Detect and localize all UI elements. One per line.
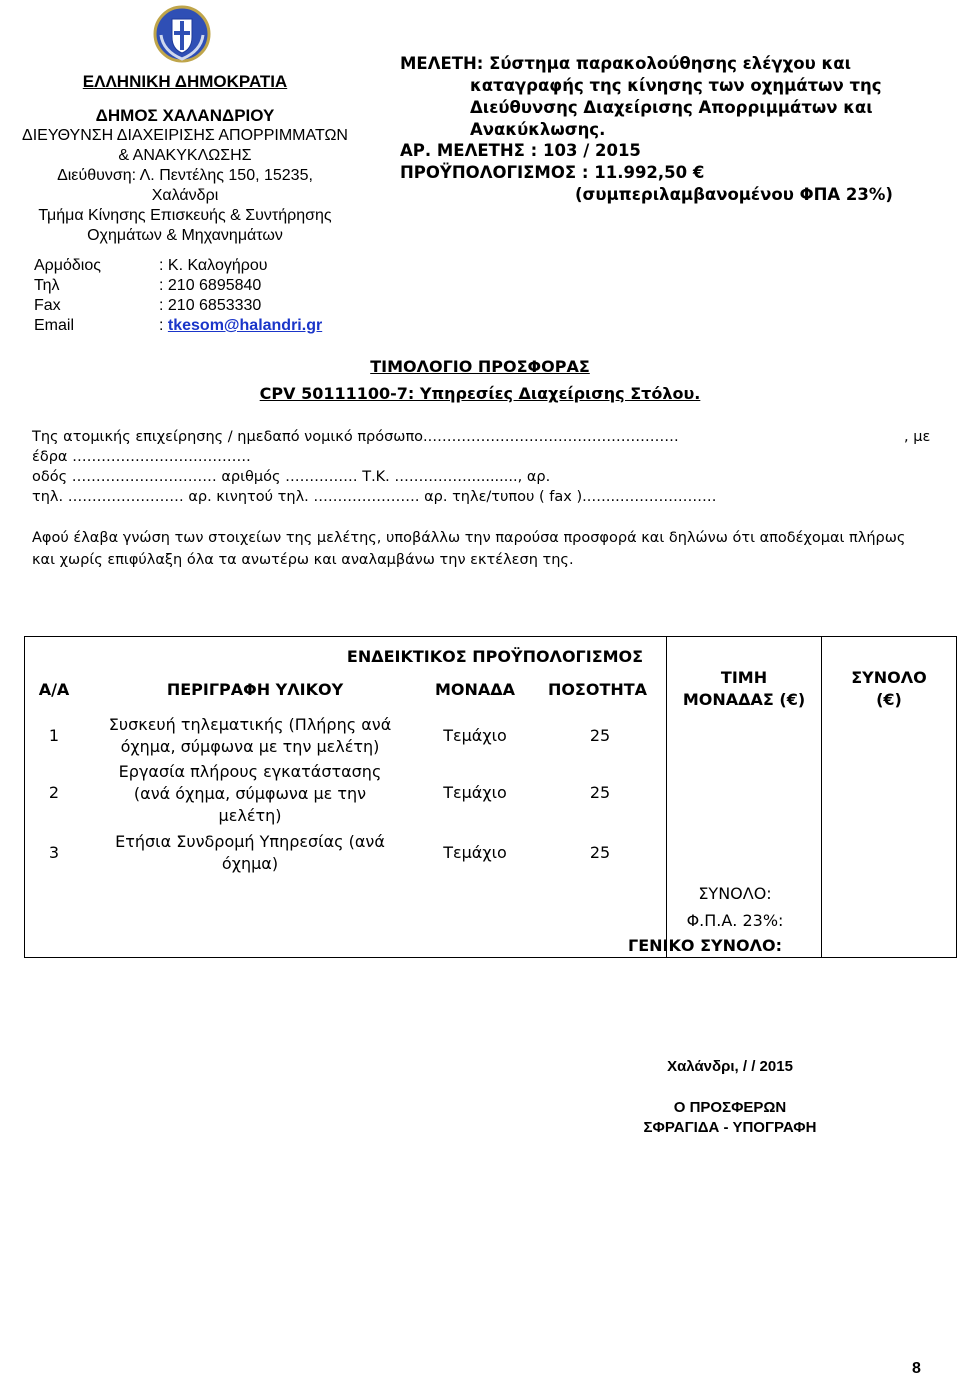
row1-quantity: 25 — [589, 726, 611, 745]
row3-description — [85, 831, 415, 875]
header-unit: ΜΟΝΑΔΑ — [434, 680, 516, 699]
table-title: ΕΝΔΕΙΚΤΙΚΟΣ ΠΡΟΫΠΟΛΟΓΙΣΜΟΣ — [346, 647, 644, 666]
contact-value: : 210 6895840 — [159, 277, 262, 294]
row2-quantity: 25 — [589, 783, 611, 802]
contact-value: : 210 6853330 — [159, 297, 262, 314]
company-line1-right: , με — [904, 429, 931, 445]
email-link[interactable]: tkesom@halandri.gr — [167, 317, 323, 334]
page-number: 8 — [912, 1360, 921, 1377]
row3-aa: 3 — [48, 843, 60, 862]
row1-description-line: Συσκευή τηλεματικής (Πλήρης ανά — [108, 715, 392, 734]
address-line2: Χαλάνδρι — [151, 187, 219, 204]
offer-title: ΤΙΜΟΛΟΓΙΟ ΠΡΟΣΦΟΡΑΣ — [370, 357, 590, 376]
company-line1 — [32, 427, 679, 447]
company-line3: οδός ………………………… αριθμός …………… Τ.Κ. ……………..........., αρ. — [32, 469, 551, 485]
company-line2: έδρα ………………………………. — [32, 449, 251, 465]
declaration-paragraph: Αφού έλαβα γνώση των στοιχείων της μελέτης, υποβάλλω την παρούσα προσφορά και δηλώνω ότι αποδέχομαι πλήρως και χωρίς επιφύλαξη όλα τα ανωτέρω και αναλαμβάνω την εκτέλεση της. — [32, 530, 906, 568]
row2-description — [85, 761, 415, 827]
bidder-label: Ο ΠΡΟΣΦΕΡΩΝ — [673, 1099, 787, 1116]
row3-description-line: όχημα) — [221, 854, 279, 873]
contact-value: : Κ. Καλογήρου — [159, 257, 268, 274]
municipality-name: ΔΗΜΟΣ ΧΑΛΑΝΔΡΙΟΥ — [95, 106, 275, 125]
row3-unit: Τεμάχιο — [443, 843, 507, 862]
study-title-line4: Ανακύκλωσης. — [470, 120, 606, 139]
company-line4: τηλ. …………………… αρ. κινητού τηλ. …………………. αρ. τηλε/τυπου ( fax )..…..………………… — [32, 489, 717, 505]
contact-responsible — [34, 256, 267, 276]
header-total-line2: (€) — [876, 690, 902, 709]
department-line2: Οχημάτων & Μηχανημάτων — [87, 227, 283, 244]
header-total — [822, 667, 956, 711]
header-unit-price — [667, 667, 821, 711]
header-unit-price-line2: ΜΟΝΑΔΑΣ (€) — [682, 690, 806, 709]
row2-aa: 2 — [48, 783, 60, 802]
header-unit-price-line1: ΤΙΜΗ — [720, 668, 768, 687]
directorate-line2: & ΑΝΑΚΥΚΛΩΣΗΣ — [118, 147, 252, 164]
contact-label: Fax — [34, 297, 61, 314]
summary-subtotal-label: ΣΥΝΟΛΟ: — [698, 884, 772, 903]
contact-email — [34, 316, 322, 336]
header-quantity: ΠΟΣΟΤΗΤΑ — [547, 680, 648, 699]
row2-description-line: Εργασία πλήρους εγκατάστασης — [118, 762, 382, 781]
header-total-line1: ΣΥΝΟΛΟ — [851, 668, 927, 687]
cpv-line: CPV 50111100-7: Υπηρεσίες Διαχείρισης Στόλου. — [259, 384, 701, 403]
summary-grand-total-label: ΓΕΝΙΚΟ ΣΥΝΟΛΟ: — [628, 936, 782, 955]
row2-description-line: μελέτη) — [218, 806, 282, 825]
row3-description-line: Ετήσια Συνδρομή Υπηρεσίας (ανά — [115, 832, 385, 851]
vat-note: (συμπεριλαμβανομένου ΦΠΑ 23%) — [575, 185, 893, 204]
study-number: ΑΡ. ΜΕΛΕΤΗΣ : 103 / 2015 — [400, 141, 641, 160]
summary-vat-label: Φ.Π.Α. 23%: — [686, 911, 784, 930]
row1-description — [85, 714, 415, 758]
contact-fax — [34, 296, 261, 316]
company-line1-left: Της ατομικής επιχείρησης / ημεδαπό νομικό πρόσωπο..…………………………………………… — [32, 429, 679, 445]
place-date: Χαλάνδρι, / / 2015 — [667, 1058, 793, 1075]
header-description: ΠΕΡΙΓΡΑΦΗ ΥΛΙΚΟΥ — [166, 680, 344, 699]
study-budget: ΠΡΟΫΠΟΛΟΓΙΣΜΟΣ : 11.992,50 € — [400, 163, 705, 182]
department-line1: Τμήμα Κίνησης Επισκευής & Συντήρησης — [38, 207, 332, 224]
directorate-line1: ΔΙΕΥΘΥΝΣΗ ΔΙΑΧΕΙΡΙΣΗΣ ΑΠΟΡΡΙΜΜΑΤΩΝ — [22, 127, 348, 144]
contact-label: Email — [34, 317, 75, 334]
study-title-line2: καταγραφής της κίνησης των οχημάτων της — [470, 76, 882, 95]
row1-unit: Τεμάχιο — [443, 726, 507, 745]
greek-emblem-icon — [153, 5, 211, 63]
email-prefix: : — [159, 317, 168, 334]
header-aa: Α/Α — [38, 680, 70, 699]
budget-table — [24, 636, 957, 958]
row2-unit: Τεμάχιο — [443, 783, 507, 802]
study-title-line3: Διεύθυνσης Διαχείρισης Απορριμμάτων και — [470, 98, 873, 117]
row2-description-line: (ανά όχημα, σύμφωνα με την — [133, 784, 367, 803]
contact-label: Αρμόδιος — [34, 257, 101, 274]
contact-label: Τηλ — [34, 277, 60, 294]
address-line1: Διεύθυνση: Λ. Πεντέλης 150, 15235, — [57, 167, 313, 184]
row1-description-line: όχημα, σύμφωνα με την μελέτη) — [120, 737, 380, 756]
contact-phone — [34, 276, 261, 296]
row1-aa: 1 — [48, 726, 60, 745]
republic-title: ΕΛΛΗΝΙΚΗ ΔΗΜΟΚΡΑΤΙΑ — [82, 72, 288, 91]
stamp-signature-label: ΣΦΡΑΓΙΔΑ - ΥΠΟΓΡΑΦΗ — [643, 1119, 817, 1136]
row3-quantity: 25 — [589, 843, 611, 862]
study-title-line1: ΜΕΛΕΤΗ: Σύστημα παρακολούθησης ελέγχου και — [400, 54, 852, 73]
